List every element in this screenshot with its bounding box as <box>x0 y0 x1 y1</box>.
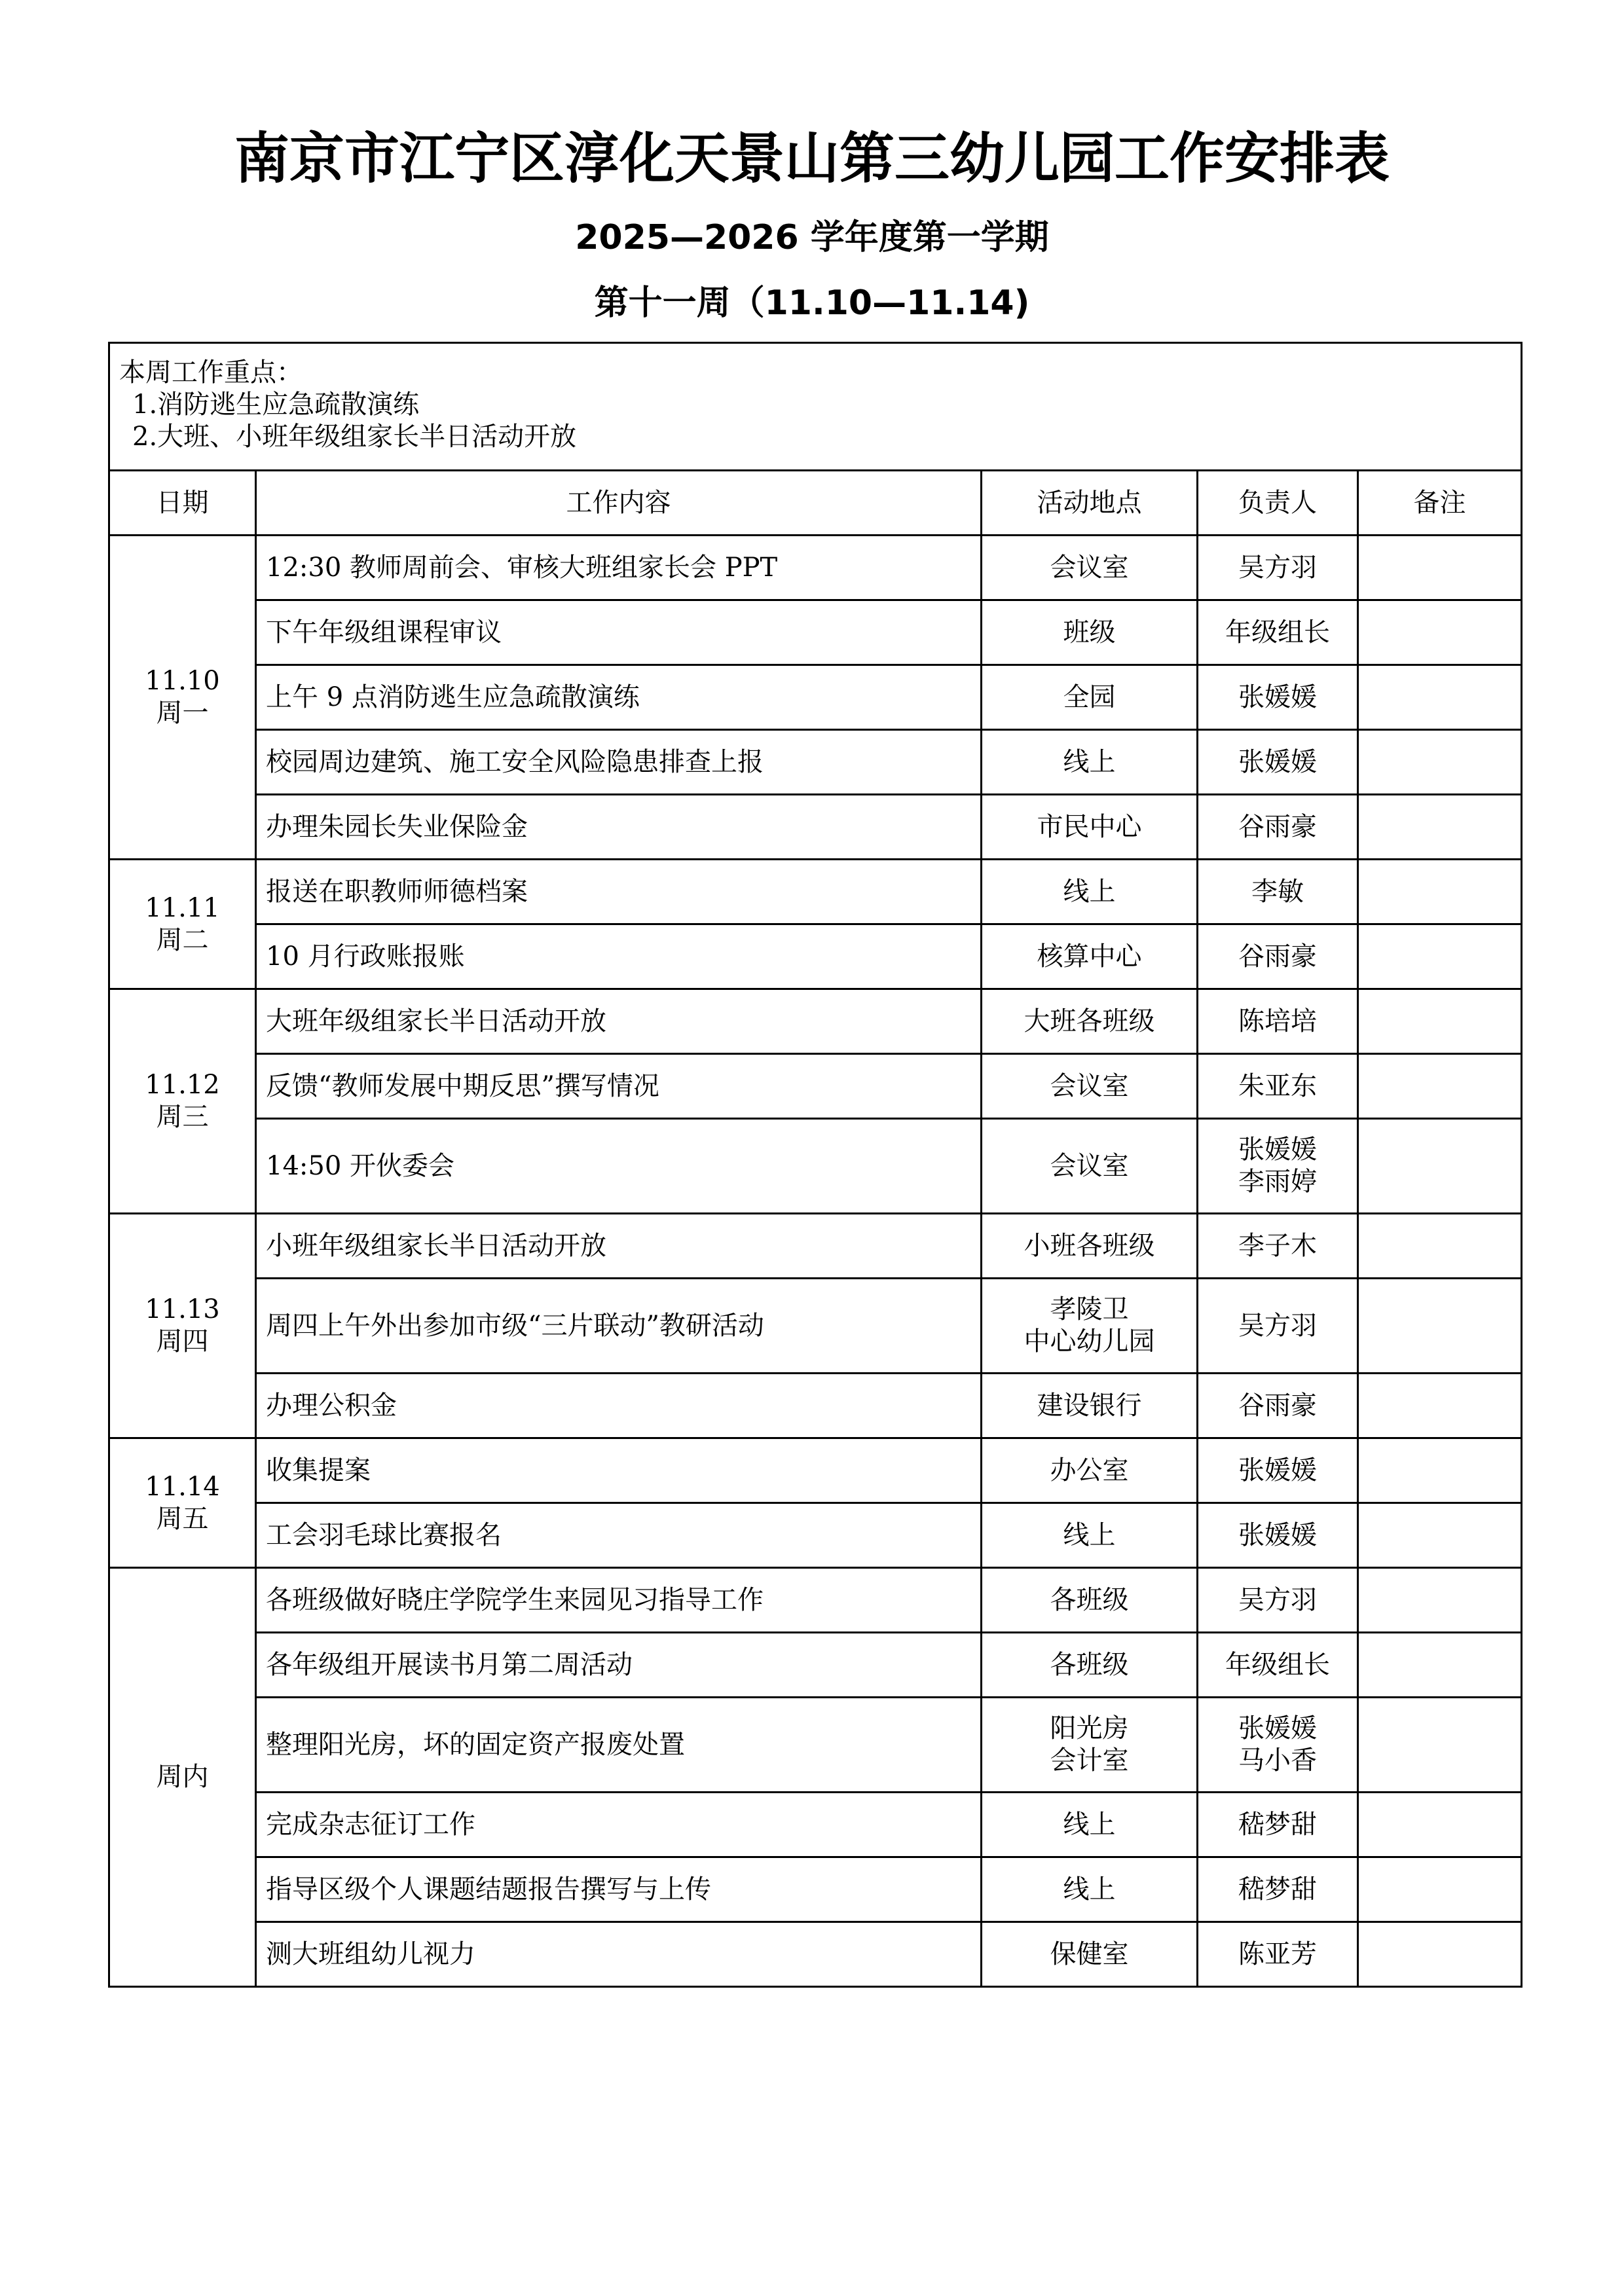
task-person-line: 谷雨豪 <box>1238 941 1317 972</box>
column-header-note: 备注 <box>1358 471 1522 536</box>
day-date: 11.12 <box>145 1070 220 1101</box>
task-person-line: 陈亚芳 <box>1238 1939 1317 1969</box>
task-note <box>1358 1793 1522 1857</box>
day-cell <box>109 1214 256 1438</box>
task-place <box>982 989 1198 1054</box>
task-place <box>982 1568 1198 1633</box>
task-content: 周四上午外出参加市级“三片联动”教研活动 <box>256 1279 982 1374</box>
column-header-person: 负责人 <box>1198 471 1358 536</box>
task-content: 反馈“教师发展中期反思”撰写情况 <box>256 1054 982 1119</box>
task-place-line: 建设银行 <box>1037 1390 1142 1421</box>
task-person-line: 陈培培 <box>1238 1006 1317 1036</box>
task-note <box>1358 1633 1522 1698</box>
task-note <box>1358 795 1522 860</box>
task-place-line: 各班级 <box>1050 1584 1129 1615</box>
table-row <box>109 1793 1522 1857</box>
task-content: 下午年级组课程审议 <box>256 600 982 665</box>
task-content: 大班年级组家长半日活动开放 <box>256 989 982 1054</box>
table-row <box>109 1438 1522 1503</box>
day-cell <box>109 860 256 989</box>
day-cell <box>109 1438 256 1568</box>
task-place <box>982 536 1198 600</box>
table-row <box>109 665 1522 730</box>
task-note <box>1358 1054 1522 1119</box>
task-person <box>1198 730 1358 795</box>
task-content: 测大班组幼儿视力 <box>256 1922 982 1987</box>
task-place <box>982 1857 1198 1922</box>
table-row <box>109 1503 1522 1568</box>
table-row <box>109 989 1522 1054</box>
table-row <box>109 1374 1522 1438</box>
task-content: 校园周边建筑、施工安全风险隐患排查上报 <box>256 730 982 795</box>
task-content: 各班级做好晓庄学院学生来园见习指导工作 <box>256 1568 982 1633</box>
task-content: 收集提案 <box>256 1438 982 1503</box>
task-person <box>1198 600 1358 665</box>
task-person-line: 马小香 <box>1238 1745 1317 1776</box>
task-person <box>1198 1119 1358 1214</box>
table-row <box>109 860 1522 924</box>
task-person <box>1198 1374 1358 1438</box>
task-content: 各年级组开展读书月第二周活动 <box>256 1633 982 1698</box>
task-person <box>1198 1054 1358 1119</box>
task-person <box>1198 1922 1358 1987</box>
task-content: 指导区级个人课题结题报告撰写与上传 <box>256 1857 982 1922</box>
task-note <box>1358 860 1522 924</box>
task-note <box>1358 536 1522 600</box>
task-content: 办理朱园长失业保险金 <box>256 795 982 860</box>
task-content: 报送在职教师师德档案 <box>256 860 982 924</box>
task-place-line: 会计室 <box>1050 1745 1129 1776</box>
task-place-line: 线上 <box>1063 1874 1116 1904</box>
task-person-line: 朱亚东 <box>1238 1070 1317 1101</box>
day-weekday: 周三 <box>156 1102 209 1132</box>
task-person <box>1198 795 1358 860</box>
weekly-focus-item: 1.消防逃生应急疏散演练 <box>132 389 420 420</box>
task-person <box>1198 536 1358 600</box>
task-person <box>1198 1503 1358 1568</box>
task-place-line: 会议室 <box>1050 1150 1129 1181</box>
task-note <box>1358 1374 1522 1438</box>
task-person-line: 谷雨豪 <box>1238 811 1317 842</box>
table-row <box>109 600 1522 665</box>
task-person-line: 吴方羽 <box>1238 1310 1317 1341</box>
weekly-focus-heading: 本周工作重点： <box>119 357 303 388</box>
task-note <box>1358 1279 1522 1374</box>
task-person <box>1198 924 1358 989</box>
task-note <box>1358 989 1522 1054</box>
task-content: 12:30 教师周前会、审核大班组家长会 PPT <box>256 536 982 600</box>
task-content: 小班年级组家长半日活动开放 <box>256 1214 982 1279</box>
task-content: 14:50 开伙委会 <box>256 1119 982 1214</box>
task-person-line: 张媛媛 <box>1238 1135 1317 1165</box>
task-person-line: 年级组长 <box>1225 1649 1330 1680</box>
task-place-line: 核算中心 <box>1037 941 1142 972</box>
task-place-line: 办公室 <box>1050 1455 1129 1485</box>
task-person <box>1198 1279 1358 1374</box>
day-cell <box>109 536 256 860</box>
task-place <box>982 1279 1198 1374</box>
task-note <box>1358 1698 1522 1793</box>
task-place <box>982 1793 1198 1857</box>
task-person-line: 张媛媛 <box>1238 746 1317 777</box>
task-place-line: 会议室 <box>1050 552 1129 583</box>
task-place <box>982 600 1198 665</box>
task-person-line: 李雨婷 <box>1238 1167 1317 1197</box>
task-content: 工会羽毛球比赛报名 <box>256 1503 982 1568</box>
task-place-line: 线上 <box>1063 876 1116 907</box>
task-place <box>982 924 1198 989</box>
table-row <box>109 1698 1522 1793</box>
day-date: 11.10 <box>145 666 220 697</box>
task-person-line: 张媛媛 <box>1238 1455 1317 1485</box>
day-weekday: 周五 <box>156 1503 209 1534</box>
task-person-line: 李子木 <box>1238 1230 1317 1261</box>
task-place-line: 市民中心 <box>1037 811 1142 842</box>
page-title: 南京市江宁区淳化天景山第三幼儿园工作安排表 <box>234 126 1390 191</box>
task-place-line: 孝陵卫 <box>1050 1294 1129 1325</box>
task-content: 完成杂志征订工作 <box>256 1793 982 1857</box>
task-place-line: 线上 <box>1063 1809 1116 1840</box>
task-person <box>1198 1214 1358 1279</box>
weekly-focus-item: 2.大班、小班年级组家长半日活动开放 <box>132 421 577 452</box>
task-content: 整理阳光房，坏的固定资产报废处置 <box>256 1698 982 1793</box>
task-note <box>1358 600 1522 665</box>
task-note <box>1358 1438 1522 1503</box>
task-person-line: 谷雨豪 <box>1238 1390 1317 1421</box>
task-place <box>982 1698 1198 1793</box>
task-place <box>982 730 1198 795</box>
task-place <box>982 1214 1198 1279</box>
task-note <box>1358 1214 1522 1279</box>
task-note <box>1358 1857 1522 1922</box>
task-place <box>982 1633 1198 1698</box>
day-weekday: 周内 <box>156 1762 209 1793</box>
task-person <box>1198 1857 1358 1922</box>
task-person <box>1198 860 1358 924</box>
task-place <box>982 1503 1198 1568</box>
task-note <box>1358 1503 1522 1568</box>
table-row <box>109 1857 1522 1922</box>
task-person <box>1198 1568 1358 1633</box>
task-place-line: 线上 <box>1063 746 1116 777</box>
week-subtitle: 第十一周（11.10—11.14) <box>594 283 1030 323</box>
day-cell <box>109 1568 256 1987</box>
day-date: 11.11 <box>145 892 220 923</box>
task-place-line: 各班级 <box>1050 1649 1129 1680</box>
task-place-line: 全园 <box>1063 682 1116 712</box>
table-row <box>109 1214 1522 1279</box>
task-person <box>1198 989 1358 1054</box>
task-place <box>982 860 1198 924</box>
task-place-line: 线上 <box>1063 1520 1116 1550</box>
day-weekday: 周一 <box>156 698 209 728</box>
task-content: 上午 9 点消防逃生应急疏散演练 <box>256 665 982 730</box>
task-place-line: 小班各班级 <box>1024 1230 1155 1261</box>
task-place <box>982 1119 1198 1214</box>
task-person-line: 张媛媛 <box>1238 1713 1317 1744</box>
task-content: 10 月行政账报账 <box>256 924 982 989</box>
task-place-line: 班级 <box>1063 617 1116 647</box>
task-person-line: 吴方羽 <box>1238 552 1317 583</box>
task-note <box>1358 730 1522 795</box>
task-place-line: 中心幼儿园 <box>1024 1326 1155 1357</box>
task-place <box>982 1054 1198 1119</box>
task-note <box>1358 665 1522 730</box>
task-person-line: 吴方羽 <box>1238 1584 1317 1615</box>
task-note <box>1358 1568 1522 1633</box>
day-weekday: 周二 <box>156 924 209 955</box>
table-row <box>109 924 1522 989</box>
task-place <box>982 1374 1198 1438</box>
task-place <box>982 1922 1198 1987</box>
table-row <box>109 1054 1522 1119</box>
task-place <box>982 795 1198 860</box>
day-weekday: 周四 <box>156 1326 209 1357</box>
task-person <box>1198 1633 1358 1698</box>
task-person <box>1198 1793 1358 1857</box>
table-row <box>109 795 1522 860</box>
semester-subtitle: 2025—2026 学年度第一学期 <box>575 218 1049 257</box>
task-person-line: 嵇梦甜 <box>1238 1874 1317 1904</box>
task-place-line: 阳光房 <box>1050 1713 1129 1744</box>
table-row <box>109 1633 1522 1698</box>
schedule-table <box>108 342 1522 1988</box>
weekly-focus-cell <box>109 343 1522 471</box>
table-row <box>109 536 1522 600</box>
task-person <box>1198 1438 1358 1503</box>
task-note <box>1358 1922 1522 1987</box>
column-header-content: 工作内容 <box>256 471 982 536</box>
task-place-line: 会议室 <box>1050 1070 1129 1101</box>
day-date: 11.14 <box>145 1471 220 1502</box>
task-place <box>982 1438 1198 1503</box>
table-row <box>109 1922 1522 1987</box>
table-row <box>109 1279 1522 1374</box>
task-place <box>982 665 1198 730</box>
task-person-line: 李敏 <box>1251 876 1304 907</box>
task-person-line: 张媛媛 <box>1238 682 1317 712</box>
column-header-place: 活动地点 <box>982 471 1198 536</box>
task-person-line: 年级组长 <box>1225 617 1330 647</box>
task-content: 办理公积金 <box>256 1374 982 1438</box>
table-row <box>109 1119 1522 1214</box>
table-row <box>109 1568 1522 1633</box>
task-note <box>1358 924 1522 989</box>
table-row <box>109 730 1522 795</box>
task-place-line: 保健室 <box>1050 1939 1129 1969</box>
day-cell <box>109 989 256 1214</box>
task-person <box>1198 665 1358 730</box>
task-place-line: 大班各班级 <box>1024 1006 1155 1036</box>
task-person-line: 嵇梦甜 <box>1238 1809 1317 1840</box>
day-date: 11.13 <box>145 1294 220 1325</box>
column-header-date: 日期 <box>109 471 256 536</box>
task-person <box>1198 1698 1358 1793</box>
task-note <box>1358 1119 1522 1214</box>
schedule-body <box>109 536 1522 1987</box>
task-person-line: 张媛媛 <box>1238 1520 1317 1550</box>
